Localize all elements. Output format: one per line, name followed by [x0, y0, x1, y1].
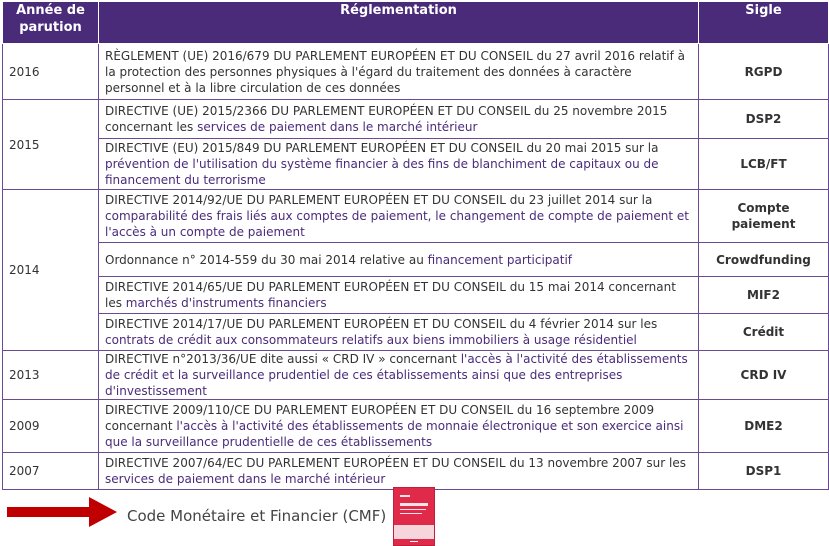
- header-regulation: Réglementation: [99, 2, 699, 44]
- year-cell: 2007: [3, 453, 99, 490]
- regulation-table: [2, 1, 829, 490]
- code-monetaire-book-cover-image: [393, 487, 435, 546]
- sigle-cell: Crowdfunding: [699, 243, 829, 277]
- regulation-title-text: DIRECTIVE 2014/17/UE DU PARLEMENT EUROPÉEN ET DU CONSEIL du 4 février 2014 sur les: [105, 317, 658, 331]
- table-header-row: [3, 2, 829, 44]
- regulation-subject-text: contrats de crédit aux consommateurs relatifs aux biens immobiliers à usage résidentiel: [105, 333, 637, 347]
- regulation-cell: [99, 351, 699, 400]
- regulation-subject-text: l'accès à l'activité des établissements de crédit et la surveillance prudentiel de ces établissements ainsi que des entreprises d'investissement: [105, 352, 688, 398]
- sigle-cell: RGPD: [699, 44, 829, 100]
- regulation-title-text: DIRECTIVE n°2013/36/UE dite aussi « CRD IV » concernant: [105, 352, 461, 366]
- regulation-title-text: DIRECTIVE (UE) 2015/2366 DU PARLEMENT EUROPÉEN ET DU CONSEIL du 25 novembre 2015 concernant les: [105, 104, 668, 134]
- year-cell: 2009: [3, 400, 99, 453]
- table-row: [3, 351, 829, 400]
- sigle-cell: DSP1: [699, 453, 829, 490]
- regulation-subject-text: comparabilité des frais liés aux comptes de paiement, le changement de compte de paiement et l'accès à un compte de paiement: [105, 209, 689, 239]
- regulation-subject-text: services de paiement dans le marché intérieur: [105, 472, 386, 486]
- table-row: [3, 277, 829, 314]
- sigle-cell: Crédit: [699, 314, 829, 351]
- year-cell: 2014: [3, 190, 99, 351]
- regulation-cell: [99, 139, 699, 190]
- regulation-cell: [99, 314, 699, 351]
- table-row: [3, 314, 829, 351]
- regulation-subject-text: prévention de l'utilisation du système financier à des fins de blanchiment de capitaux ou de financement du terrorisme: [105, 157, 659, 187]
- header-sigle: Sigle: [699, 2, 829, 44]
- year-cell: 2016: [3, 44, 99, 100]
- regulation-title-text: DIRECTIVE (EU) 2015/849 DU PARLEMENT EUROPÉEN ET DU CONSEIL du 20 mai 2015 sur la: [105, 141, 659, 155]
- regulation-title-text: DIRECTIVE 2014/65/UE DU PARLEMENT EUROPÉEN ET DU CONSEIL du 15 mai 2014 concernant les: [105, 280, 676, 310]
- table-row: [3, 243, 829, 277]
- regulation-subject-text: financement participatif: [427, 252, 573, 267]
- regulation-cell: [99, 44, 699, 100]
- sigle-cell: MIF2: [699, 277, 829, 314]
- arrow-right-icon: [7, 496, 117, 528]
- regulation-cell: [99, 243, 699, 277]
- table-row: [3, 139, 829, 190]
- regulation-title-text: DIRECTIVE 2007/64/EC DU PARLEMENT EUROPÉEN ET DU CONSEIL du 13 novembre 2007 sur les: [105, 456, 686, 470]
- regulation-title-text: DIRECTIVE 2014/92/UE DU PARLEMENT EUROPÉEN ET DU CONSEIL du 23 juillet 2014 sur la: [105, 193, 653, 207]
- regulation-subject-text: services de paiement dans le marché intérieur: [197, 120, 478, 134]
- sigle-cell: DME2: [699, 400, 829, 453]
- footer: [0, 480, 829, 546]
- regulation-title-text: DIRECTIVE 2009/110/CE DU PARLEMENT EUROPÉEN ET DU CONSEIL du 16 septembre 2009 concernant: [105, 403, 655, 433]
- sigle-cell: DSP2: [699, 100, 829, 139]
- regulation-title-text: Ordonnance n° 2014-559 du 30 mai 2014 relative au: [105, 252, 428, 267]
- sigle-cell: CRD IV: [699, 351, 829, 400]
- year-cell: 2015: [3, 100, 99, 190]
- header-year: Année de parution: [3, 2, 99, 44]
- table-row: [3, 100, 829, 139]
- table-row: [3, 190, 829, 243]
- table-row: [3, 44, 829, 100]
- cmf-label: Code Monétaire et Financier (CMF): [127, 507, 387, 525]
- regulation-cell: [99, 100, 699, 139]
- year-cell: 2013: [3, 351, 99, 400]
- regulation-subject-text: marchés d'instruments financiers: [125, 296, 327, 310]
- regulation-cell: [99, 277, 699, 314]
- regulation-cell: [99, 190, 699, 243]
- regulation-title-text: RÈGLEMENT (UE) 2016/679 DU PARLEMENT EUROPÉEN ET DU CONSEIL du 27 avril 2016 relatif à la protection des personnes physiques à l'égard du traitement des données à caractère personnel et à la libre circulation de ces données: [105, 48, 686, 95]
- regulation-cell: [99, 400, 699, 453]
- table-row: [3, 400, 829, 453]
- sigle-cell: Compte paiement: [699, 190, 829, 243]
- regulation-subject-text: l'accès à l'activité des établissements de monnaie électronique et son exercice ainsi que la surveillance prudentielle de ces établissements: [105, 419, 684, 449]
- sigle-cell: LCB/FT: [699, 139, 829, 190]
